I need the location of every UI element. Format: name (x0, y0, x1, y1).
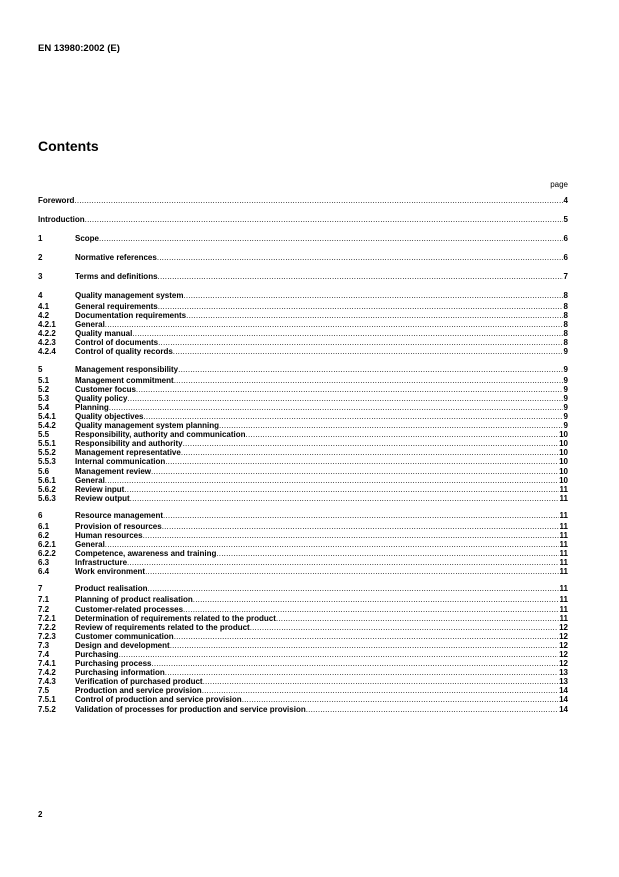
toc-entry-title: Human resources (75, 530, 143, 540)
toc-entry-page: 14 (559, 695, 568, 705)
page-title: Contents (38, 138, 99, 154)
toc-entry-page: 9 (563, 393, 568, 403)
toc-entry-number: 7.1 (38, 595, 50, 605)
toc-entry[interactable] (38, 540, 568, 549)
toc-entry-title: Purchasing information (75, 668, 165, 678)
toc-dot-leader (216, 549, 558, 558)
document-header: EN 13980:2002 (E) (38, 43, 120, 54)
toc-entry[interactable] (38, 494, 568, 503)
toc-entry[interactable] (38, 439, 568, 448)
toc-entry-page: 4 (563, 196, 568, 205)
toc-entry-page: 11 (559, 558, 568, 568)
toc-dot-leader (105, 540, 559, 549)
toc-dot-leader (219, 421, 563, 430)
toc-entry[interactable] (38, 623, 568, 632)
toc-entry-page: 9 (563, 375, 568, 385)
toc-dot-leader (109, 403, 563, 412)
toc-entry[interactable] (38, 302, 568, 311)
toc-entry-title: Determination of requirements related to the product (75, 613, 276, 623)
toc-entry[interactable] (38, 421, 568, 430)
toc-entry[interactable] (38, 614, 568, 623)
toc-dot-leader (124, 485, 558, 494)
toc-entry-title: Scope (75, 234, 100, 243)
toc-entry-title: Management representative (75, 448, 181, 458)
toc-dot-leader (163, 510, 559, 522)
toc-entry-page: 11 (559, 530, 568, 540)
toc-dot-leader (165, 457, 558, 466)
toc-dot-leader (242, 695, 558, 704)
toc-entry[interactable] (38, 485, 568, 494)
toc-entry-page: 12 (559, 622, 568, 632)
toc-entry-number: 6.2 (38, 530, 50, 540)
toc-entry-page: 12 (559, 659, 568, 669)
toc-entry-page: 11 (559, 521, 568, 531)
toc-entry-page: 11 (559, 604, 568, 614)
toc-entry[interactable] (38, 347, 568, 356)
toc-entry-number: 5.2 (38, 384, 50, 394)
toc-entry[interactable] (38, 522, 568, 531)
toc-dot-leader (136, 385, 563, 394)
toc-entry[interactable] (38, 641, 568, 650)
toc-entry-title: Quality manual (75, 329, 133, 339)
toc-entry-title: Review of requirements related to the product (75, 622, 250, 632)
toc-entry-number: 5.6.1 (38, 475, 56, 485)
toc-dot-leader (183, 439, 559, 448)
toc-entry-title: Quality objectives (75, 411, 144, 421)
toc-entry-title: General (75, 540, 105, 550)
toc-dot-leader (85, 214, 563, 226)
toc-entry[interactable] (38, 650, 568, 659)
toc-entry[interactable] (38, 430, 568, 439)
toc-entry-page: 12 (559, 650, 568, 659)
toc-entry-number: 7.4.2 (38, 668, 56, 678)
toc-entry[interactable] (38, 364, 568, 376)
toc-entry-number: 5.6.2 (38, 484, 56, 494)
toc-dot-leader (105, 476, 558, 485)
toc-entry-page: 9 (563, 364, 568, 374)
toc-entry-number: 7.5.2 (38, 704, 56, 714)
toc-dot-leader (99, 233, 563, 245)
toc-dot-leader (246, 430, 559, 439)
toc-dot-leader (203, 677, 559, 686)
toc-dot-leader (143, 412, 562, 421)
toc-dot-leader (174, 632, 558, 641)
toc-entry-number: 5.5.1 (38, 439, 56, 449)
toc-entry-title: Management commitment (75, 375, 174, 385)
toc-entry-page: 11 (559, 595, 568, 605)
toc-entry[interactable] (38, 476, 568, 485)
toc-entry-page: 9 (563, 411, 568, 421)
toc-entry[interactable] (38, 394, 568, 403)
toc-dot-leader (158, 338, 562, 347)
toc-dot-leader (158, 302, 563, 311)
toc-entry-title: Resource management (75, 510, 164, 520)
toc-entry-title: Control of quality records (75, 347, 173, 357)
toc-entry-number: 3 (38, 272, 43, 281)
toc-entry-title: Introduction (38, 215, 85, 224)
toc-entry-number: 7.5.1 (38, 695, 56, 705)
toc-entry-page: 14 (559, 704, 568, 714)
toc-entry-page: 12 (559, 631, 568, 641)
toc-entry-number: 7.4.3 (38, 677, 56, 687)
toc-entry[interactable] (38, 329, 568, 338)
toc-entry-number: 5.3 (38, 393, 50, 403)
toc-dot-leader (119, 650, 559, 659)
toc-entry-number: 5.1 (38, 375, 50, 385)
toc-entry-page: 8 (563, 311, 568, 321)
toc-entry[interactable] (38, 668, 568, 677)
toc-entry-title: Control of documents (75, 338, 159, 348)
toc-entry[interactable] (38, 214, 568, 226)
toc-entry-title: General (75, 475, 105, 485)
toc-entry-title: Customer communication (75, 631, 174, 641)
toc-dot-leader (186, 311, 562, 320)
toc-entry-page: 9 (563, 421, 568, 431)
toc-entry-number: 7.2.1 (38, 613, 56, 623)
toc-entry[interactable] (38, 605, 568, 614)
toc-dot-leader (127, 394, 562, 403)
toc-entry-title: Quality policy (75, 393, 128, 403)
toc-entry-title: Quality management system planning (75, 421, 220, 431)
toc-entry-page: 10 (559, 430, 568, 440)
toc-entry[interactable] (38, 403, 568, 412)
toc-dot-leader (202, 686, 558, 695)
toc-entry-title: General requirements (75, 302, 158, 311)
toc-entry[interactable] (38, 705, 568, 714)
toc-entry-page: 11 (559, 493, 568, 503)
toc-entry-number: 6.2.2 (38, 549, 56, 559)
toc-entry-title: Terms and definitions (75, 272, 158, 281)
toc-entry-title: Planning (75, 402, 109, 412)
toc-entry-page: 9 (563, 402, 568, 412)
toc-entry-page: 9 (563, 347, 568, 357)
toc-entry[interactable] (38, 195, 568, 207)
toc-entry-page: 11 (559, 549, 568, 559)
toc-entry-number: 6.2.1 (38, 540, 56, 550)
toc-entry-title: Purchasing process (75, 659, 152, 669)
toc-entry[interactable] (38, 467, 568, 476)
toc-entry-title: Management responsibility (75, 364, 179, 374)
toc-entry-title: Verification of purchased product (75, 677, 203, 687)
toc-entry-title: Customer-related processes (75, 604, 184, 614)
toc-entry-page: 8 (563, 291, 568, 300)
toc-dot-leader (181, 448, 558, 457)
toc-dot-leader (157, 252, 563, 264)
toc-entry[interactable] (38, 567, 568, 576)
toc-entry-title: Foreword (38, 196, 75, 205)
toc-entry-title: Management review (75, 466, 152, 476)
toc-entry-number: 6.4 (38, 567, 50, 577)
toc-entry-page: 5 (563, 215, 568, 224)
toc-entry-number: 7.2 (38, 604, 50, 614)
toc-entry-page: 14 (559, 686, 568, 696)
toc-entry-title: Product realisation (75, 584, 148, 594)
toc-dot-leader (158, 271, 563, 283)
toc-entry-page: 9 (563, 384, 568, 394)
toc-entry[interactable] (38, 659, 568, 668)
toc-entry-title: Design and development (75, 640, 170, 650)
toc-dot-leader (130, 494, 559, 503)
toc-entry[interactable] (38, 531, 568, 540)
toc-entry-title: Internal communication (75, 457, 166, 467)
toc-dot-leader (145, 567, 558, 576)
toc-entry-title: Review output (75, 493, 130, 503)
toc-dot-leader (173, 347, 563, 356)
toc-entry-page: 11 (559, 540, 568, 550)
toc-entry-title: Documentation requirements (75, 311, 187, 321)
toc-entry[interactable] (38, 595, 568, 604)
toc-entry[interactable] (38, 510, 568, 522)
toc-entry[interactable] (38, 632, 568, 641)
toc-dot-leader (143, 531, 559, 540)
toc-entry[interactable] (38, 311, 568, 320)
toc-entry-number: 5.5 (38, 430, 50, 440)
toc-entry-title: Responsibility, authority and communication (75, 430, 246, 440)
toc-entry[interactable] (38, 271, 568, 283)
toc-entry-page: 8 (563, 329, 568, 339)
toc-dot-leader (178, 364, 562, 376)
toc-entry-number: 6.3 (38, 558, 50, 568)
toc-entry-page: 11 (559, 613, 568, 623)
toc-dot-leader (250, 623, 558, 632)
toc-entry-number: 2 (38, 253, 43, 262)
toc-entry-number: 4.1 (38, 302, 50, 311)
toc-entry-page: 11 (559, 510, 568, 520)
toc-dot-leader (306, 705, 558, 714)
toc-entry-number: 5.5.3 (38, 457, 56, 467)
toc-dot-leader (151, 659, 558, 668)
toc-entry-number: 4.2.2 (38, 329, 56, 339)
toc-entry[interactable] (38, 558, 568, 567)
toc-entry-number: 6.1 (38, 521, 50, 531)
toc-entry-number: 5 (38, 364, 43, 374)
toc-entry[interactable] (38, 583, 568, 595)
page-number: 2 (38, 810, 43, 819)
toc-entry-page: 13 (559, 677, 568, 687)
toc-dot-leader (170, 641, 558, 650)
toc-dot-leader (193, 595, 559, 604)
toc-entry-page: 13 (559, 668, 568, 678)
toc-entry-number: 7.4 (38, 650, 50, 659)
toc-entry-page: 11 (559, 484, 568, 494)
toc-entry-title: Provision of resources (75, 521, 162, 531)
toc-entry-title: Work environment (75, 567, 146, 577)
toc-entry-number: 5.6.3 (38, 493, 56, 503)
toc-entry-number: 7.3 (38, 640, 50, 650)
toc-entry-title: Review input (75, 484, 125, 494)
toc-entry[interactable] (38, 233, 568, 245)
toc-entry-number: 7.2.2 (38, 622, 56, 632)
toc-entry-number: 1 (38, 234, 43, 243)
toc-dot-leader (74, 195, 562, 207)
toc-entry-number: 7 (38, 584, 43, 594)
toc-entry-page: 11 (559, 584, 568, 594)
toc-entry-title: Quality management system (75, 291, 184, 300)
page-column-label: page (550, 180, 568, 189)
toc-entry-title: Control of production and service provision (75, 695, 242, 705)
toc-dot-leader (127, 558, 559, 567)
toc-dot-leader (183, 290, 562, 302)
toc-entry-title: Normative references (75, 253, 157, 262)
toc-entry[interactable] (38, 385, 568, 394)
toc-entry-title: Responsibility and authority (75, 439, 183, 449)
toc-entry-number: 5.5.2 (38, 448, 56, 458)
toc-entry-title: Infrastructure (75, 558, 128, 568)
toc-entry-page: 10 (559, 457, 568, 467)
toc-entry-page: 10 (559, 439, 568, 449)
toc-entry-number: 4.2.4 (38, 347, 56, 357)
toc-entry-page: 10 (559, 448, 568, 458)
toc-entry-title: Customer focus (75, 384, 136, 394)
toc-entry-number: 7.4.1 (38, 659, 56, 669)
toc-entry[interactable] (38, 549, 568, 558)
toc-entry-title: Competence, awareness and training (75, 549, 217, 559)
toc-dot-leader (183, 605, 558, 614)
toc-entry-number: 7.2.3 (38, 631, 56, 641)
toc-entry[interactable] (38, 290, 568, 302)
toc-entry-number: 7.5 (38, 686, 50, 696)
toc-dot-leader (105, 320, 563, 329)
toc-entry-page: 11 (559, 567, 568, 577)
toc-entry-title: Validation of processes for production and service provision (75, 704, 306, 714)
toc-entry-title: Planning of product realisation (75, 595, 193, 605)
toc-entry[interactable] (38, 376, 568, 385)
toc-entry-page: 6 (563, 253, 568, 262)
toc-entry-page: 8 (563, 320, 568, 330)
toc-dot-leader (132, 329, 562, 338)
toc-dot-leader (147, 583, 558, 595)
toc-entry-page: 8 (563, 302, 568, 311)
toc-entry-number: 5.6 (38, 466, 50, 476)
toc-entry[interactable] (38, 338, 568, 347)
toc-entry[interactable] (38, 320, 568, 329)
toc-entry-page: 6 (563, 234, 568, 243)
toc-entry-number: 4.2.3 (38, 338, 56, 348)
toc-dot-leader (165, 668, 558, 677)
toc-dot-leader (151, 467, 558, 476)
toc-entry[interactable] (38, 457, 568, 466)
table-of-contents (38, 195, 568, 714)
toc-entry-title: Production and service provision (75, 686, 202, 696)
toc-entry-page: 8 (563, 338, 568, 348)
toc-entry[interactable] (38, 412, 568, 421)
toc-entry[interactable] (38, 448, 568, 457)
toc-entry[interactable] (38, 686, 568, 695)
toc-entry[interactable] (38, 252, 568, 264)
toc-entry-title: General (75, 320, 105, 330)
toc-dot-leader (174, 376, 563, 385)
toc-entry-page: 7 (563, 272, 568, 281)
toc-dot-leader (276, 614, 559, 623)
toc-entry-number: 6 (38, 510, 43, 520)
toc-entry[interactable] (38, 677, 568, 686)
toc-entry-page: 10 (559, 475, 568, 485)
toc-entry[interactable] (38, 695, 568, 704)
toc-entry-number: 4 (38, 291, 43, 300)
toc-entry-title: Purchasing (75, 650, 119, 659)
toc-entry-page: 12 (559, 640, 568, 650)
toc-dot-leader (162, 522, 559, 531)
toc-entry-number: 5.4.1 (38, 411, 56, 421)
toc-entry-number: 5.4 (38, 402, 50, 412)
toc-entry-number: 4.2 (38, 311, 50, 321)
toc-entry-page: 10 (559, 466, 568, 476)
toc-entry-number: 4.2.1 (38, 320, 56, 330)
toc-entry-number: 5.4.2 (38, 421, 56, 431)
